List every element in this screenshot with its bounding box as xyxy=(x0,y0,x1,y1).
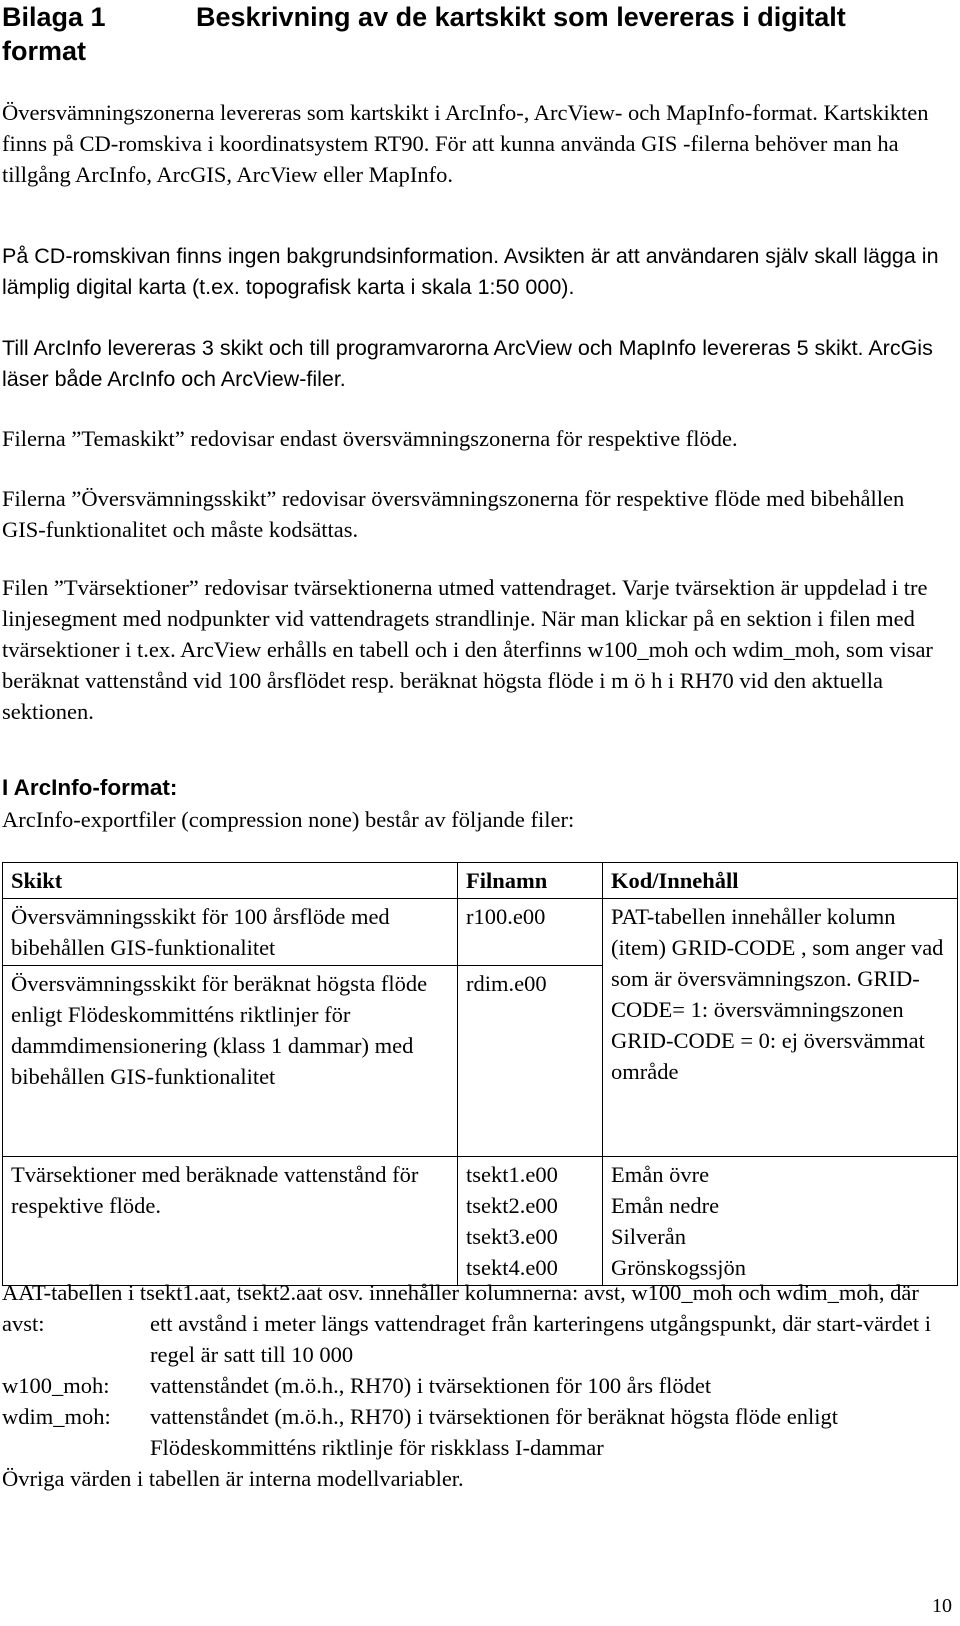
page-number: 10 xyxy=(932,1595,952,1617)
paragraph-background: På CD-romskivan finns ingen bakgrundsinformation. Avsikten är att användaren själv skall lägga in lämplig digital karta (t.ex. topografisk karta i skala 1:50 000). xyxy=(2,244,939,299)
header-skikt: Skikt xyxy=(3,863,458,899)
aat-intro: AAT-tabellen i tsekt1.aat, tsekt2.aat osv. innehåller kolumnerna: avst, w100_moh och wdim_moh, där xyxy=(2,1280,919,1305)
definition-row xyxy=(2,1370,947,1401)
arcinfo-subheading: I ArcInfo-format: xyxy=(2,775,178,800)
table-row xyxy=(3,1157,958,1286)
content-line: Grönskogssjön xyxy=(611,1255,747,1280)
content-line: Emån övre xyxy=(611,1162,710,1187)
definition-row xyxy=(2,1308,947,1370)
paragraph-intro: Översvämningszonerna levereras som kartskikt i ArcInfo-, ArcView- och MapInfo-format. Kartskikten finns på CD-romskiva i koordinatsystem RT90. För att kunna använda GIS -filerna behöver man ha tillgång ArcInfo, ArcGIS, ArcView eller MapInfo. xyxy=(2,100,929,187)
appendix-label: Bilaga 1 xyxy=(2,2,106,32)
content-line: Silverån xyxy=(611,1224,686,1249)
filename-line: tsekt2.e00 xyxy=(466,1193,558,1218)
cell-filnamn: r100.e00 xyxy=(458,899,603,966)
filename-line: tsekt3.e00 xyxy=(466,1224,558,1249)
table-row xyxy=(3,899,958,966)
aat-section xyxy=(2,1277,947,1494)
arcinfo-intro: ArcInfo-exportfiler (compression none) består av följande filer: xyxy=(2,807,575,832)
paragraph-oversvamningsskikt: Filerna ”Översvämningsskikt” redovisar översvämningszonerna för respektive flöde med bibehållen GIS-funktionalitet och måste kodsättas. xyxy=(2,486,905,542)
files-table xyxy=(2,862,958,1286)
definition-desc: vattenståndet (m.ö.h., RH70) i tvärsektionen för beräknat högsta flöde enligt Flödeskommitténs riktlinje för riskklass I-dammar xyxy=(150,1404,838,1460)
definition-desc: vattenståndet (m.ö.h., RH70) i tvärsektionen för 100 års flödet xyxy=(150,1373,712,1398)
definition-term: wdim_moh: xyxy=(2,1404,111,1429)
filename-line: tsekt4.e00 xyxy=(466,1255,558,1280)
cell-skikt: Översvämningsskikt för beräknat högsta flöde enligt Flödeskommitténs riktlinjer för dammdimensionering (klass 1 dammar) med bibehållen GIS-funktionalitet xyxy=(3,966,458,1157)
cell-skikt: Tvärsektioner med beräknade vattenstånd för respektive flöde. xyxy=(3,1157,458,1286)
header-kod-innehall: Kod/Innehåll xyxy=(603,863,958,899)
paragraph-tvarsektioner: Filen ”Tvärsektioner” redovisar tvärsektionerna utmed vattendraget. Varje tvärsektion är uppdelad i tre linjesegment med nodpunkter vid vattendragets strandlinje. När man klickar på en sektion i filen med tvärsektioner i t.ex. ArcView erhålls en tabell och i den återfinns w100_moh och wdim_moh, som visar beräknat vattenstånd vid 100 årsflödet resp. beräknat högsta flöde i m ö h i RH70 vid den aktuella sektionen. xyxy=(2,575,933,724)
cell-kod-innehall xyxy=(603,1157,958,1286)
definition-term: w100_moh: xyxy=(2,1373,110,1398)
paragraph-layers: Till ArcInfo levereras 3 skikt och till programvarorna ArcView och MapInfo levereras 5 skikt. ArcGis läser både ArcInfo och ArcView-filer. xyxy=(2,336,933,391)
paragraph-temaskikt: Filerna ”Temaskikt” redovisar endast översvämningszonerna för respektive flöde. xyxy=(2,426,738,451)
definition-term: avst: xyxy=(2,1311,45,1336)
definition-desc: ett avstånd i meter längs vattendraget från karteringens utgångspunkt, där start-värdet i regel är satt till 10 000 xyxy=(150,1311,931,1367)
cell-filnamn: rdim.e00 xyxy=(458,966,603,1157)
cell-kod-innehall: PAT-tabellen innehåller kolumn (item) GRID-CODE , som anger vad som är översvämningszon. GRID-CODE= 1: översvämningszonen GRID-CODE = 0: ej översvämmat område xyxy=(603,899,958,1157)
filename-line: tsekt1.e00 xyxy=(466,1162,558,1187)
appendix-title: Beskrivning av de kartskikt som levereras i digitalt xyxy=(196,2,846,32)
table-header-row xyxy=(3,863,958,899)
definition-row xyxy=(2,1401,947,1463)
cell-skikt: Översvämningsskikt för 100 årsflöde med bibehållen GIS-funktionalitet xyxy=(3,899,458,966)
cell-filnamn xyxy=(458,1157,603,1286)
aat-closing: Övriga värden i tabellen är interna modellvariabler. xyxy=(2,1466,464,1491)
appendix-title-continued: format xyxy=(2,36,87,66)
header-filnamn: Filnamn xyxy=(458,863,603,899)
content-line: Emån nedre xyxy=(611,1193,720,1218)
